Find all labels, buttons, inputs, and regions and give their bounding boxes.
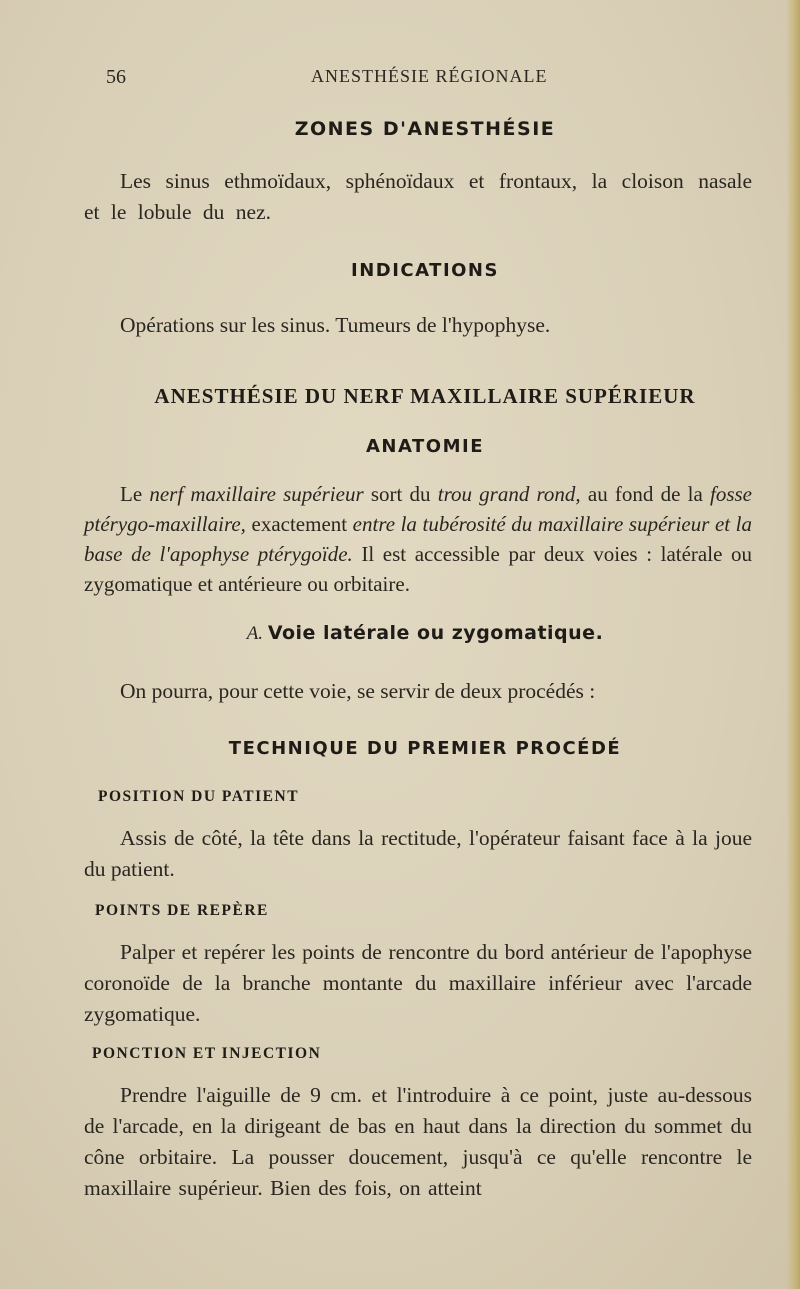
technique-heading: TECHNIQUE DU PREMIER PROCÉDÉ [228,738,622,759]
ponction-paragraph: Prendre l'aiguille de 9 cm. et l'introduire à ce point, juste au-dessous de l'arcade, en la dirigeant de bas en haut dans la direction du sommet du cône orbitaire. La pousser doucement, jusqu'à ce qu'elle rencontre le maxillaire supérieur. Bien des fois, on atteint [84,1083,752,1200]
voie-title: Voie latérale ou zygomatique. [267,622,604,644]
reperes-paragraph: Palper et repérer les points de rencontre du bord antérieur de l'apophyse coronoïde de la branche montante du maxillaire inférieur avec l'arcade zygomatique. [84,940,752,1026]
page-edge [786,0,800,1289]
position-paragraph: Assis de côté, la tête dans la rectitude, l'opérateur faisant face à la joue du patient. [84,826,752,881]
anatomy-heading: ANATOMIE [365,436,484,457]
voie-heading [100,622,750,645]
anatomy-paragraph: Le nerf maxillaire supérieur sort du trou grand rond, au fond de la fosse ptérygo-maxillaire, exactement entre la tubérosité du maxillaire supérieur et la base de l'apophyse ptérygoïde. Il est accessible par deux voies : latérale ou zygomatique et antérieure ou orbitaire. [84,482,753,596]
voie-letter: A. [246,623,264,644]
ponction-heading: PONCTION ET INJECTION [92,1045,322,1062]
indications-paragraph: Opérations sur les sinus. Tumeurs de l'hypophyse. [120,313,551,337]
zones-heading: ZONES D'ANESTHÉSIE [294,118,556,140]
indications-heading: INDICATIONS [351,260,499,281]
zones-paragraph: Les sinus ethmoïdaux, sphénoïdaux et frontaux, la cloison nasale et le lobule du nez. [84,169,752,224]
voie-paragraph: On pourra, pour cette voie, se servir de deux procédés : [120,679,596,703]
section-heading: ANESTHÉSIE DU NERF MAXILLAIRE SUPÉRIEUR [154,384,696,408]
position-heading: POSITION DU PATIENT [98,788,300,805]
running-head [106,66,746,96]
reperes-heading: POINTS DE REPÈRE [95,902,269,919]
page-number: 56 [106,66,126,88]
running-title: ANESTHÉSIE RÉGIONALE [311,66,548,86]
